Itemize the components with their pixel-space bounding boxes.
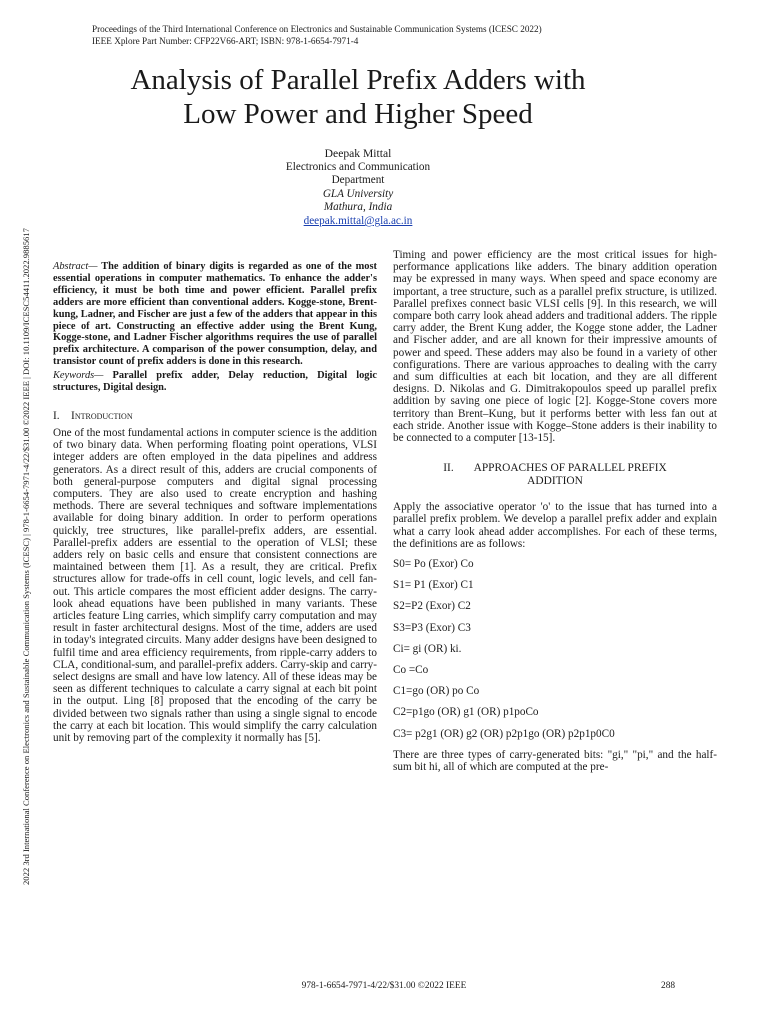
abstract-lead: Abstract— <box>53 261 98 272</box>
equation: Co =Co <box>393 664 429 676</box>
title-line-2: Low Power and Higher Speed <box>183 98 533 130</box>
intro-continued-body: Timing and power efficiency are the most critical issues for high-performance applications like adders. The binary addition operation may be expressed in many ways. When speed and space economy are important, a tree structure, such as a parallel prefix structure, is utilized. Parallel prefixes connect basic VLSI cells [9]. In this research, we will compare both carry look ahead adders and traditional adders. The ripple carry adder, the Brent Kung adder, the Kogge stone adder, the Ladner and Fischer adder, and are all known for their impressive amounts of power and speed. These adders may also be found in a variety of other configurations. There are various approaches to dealing with the carry and sum difficulties at each bit location, and they are all different designs. D. Nikolas and G. Dimitrakopoulos speed up parallel prefix addition by saving one piece of logic [2]. Kogge-Stone covers more territory than Brent–Kung, but it performs better with less fan out at each stride. Another issue with Kogge–Stone adders is their inability to be connected to a computer [13-15]. <box>393 249 717 445</box>
equation: Ci= gi (OR) ki. <box>393 642 462 655</box>
section-1-number: I. <box>53 409 60 422</box>
conference-header <box>92 23 712 47</box>
page-number: 288 <box>661 981 676 991</box>
title-line-1: Analysis of Parallel Prefix Adders with <box>130 64 586 96</box>
equations <box>393 558 717 740</box>
equation: S2=P2 (Exor) C2 <box>393 600 471 613</box>
section-1-title: Introduction <box>71 409 133 422</box>
header-line-2: IEEE Xplore Part Number: CFP22V66-ART; ISBN: 978-1-6654-7971-4 <box>92 36 359 46</box>
author-location: Mathura, India <box>323 201 393 214</box>
section-2-title-line-1: APPROACHES OF PARALLEL PREFIX <box>473 462 667 475</box>
section-1-heading <box>53 410 377 423</box>
keywords <box>53 370 377 394</box>
equation: S3=P3 (Exor) C3 <box>393 621 471 634</box>
equation: S1= P1 (Exor) C1 <box>393 579 474 592</box>
side-doi-note: 2022 3rd International Conference on Electronics and Sustainable Communication Systems (ICESC) | 978-1-6654-7971-4/22/$31.00 ©2022 IEEE | DOI: 10.1109/ICESC54411.2022.9885617 <box>21 228 31 885</box>
author-email-link[interactable]: deepak.mittal@gla.ac.in <box>303 214 413 227</box>
author-dept-line-2: Department <box>331 174 385 187</box>
author-block <box>258 147 458 229</box>
section-2-title-line-2: ADDITION <box>527 475 583 488</box>
equation: C1=go (OR) po Co <box>393 685 480 698</box>
paper-title <box>60 63 656 131</box>
section-2-continuation: There are three types of carry-generated bits: "gi," "pi," and the half-sum bit hi, all of which are computed at the pre- <box>393 748 717 773</box>
keywords-text: Parallel prefix adder, Delay reduction, Digital logic structures, Digital design. <box>53 370 377 394</box>
left-column <box>53 261 377 744</box>
equation: C3= p2g1 (OR) g2 (OR) p2p1go (OR) p2p1p0C0 <box>393 727 615 740</box>
section-2-number: II. <box>443 462 454 475</box>
author-dept-line-1: Electronics and Communication <box>285 160 431 173</box>
footer-copyright: 978-1-6654-7971-4/22/$31.00 ©2022 IEEE <box>301 981 467 991</box>
author-name: Deepak Mittal <box>324 147 392 160</box>
equation: S0= Po (Exor) Co <box>393 558 474 571</box>
author-university: GLA University <box>322 187 394 200</box>
right-column <box>393 249 717 773</box>
keywords-lead: Keywords— <box>53 370 104 382</box>
abstract-text: The addition of binary digits is regarded as one of the most essential operations in computer mathematics. To enhance the adder's efficiency, it must be both time and power efficient. Parallel prefix adders are more efficient than conventional adders. Kogge-stone, Brent-kung, Ladner, and Fischer are just a few of the adders that appear in this piece of art. Constructing an effective adder using the Brent Kung, Kogge-stone, and Ladner Fischer algorithms requires the use of parallel prefix architecture. A comparison of the power consumption, delay, and transistor count of prefix adders is done in this research. <box>53 261 377 368</box>
header-line-1: Proceedings of the Third International Conference on Electronics and Sustainable Communication Systems (ICESC 2022) <box>92 24 542 34</box>
equation: C2=p1go (OR) g1 (OR) p1poCo <box>393 706 539 719</box>
section-1-body: One of the most fundamental actions in computer science is the addition of two binary data. When performing floating point operations, VLSI integer adders are often employed in the data pipelines and address generators. As a direct result of this, adders are crucial components of both general-purpose computers and digital signal processing computers. They are also used to create encryption and hashing methods. There are several techniques and software implementations available for doing binary addition. In order to perform operations quickly, tree structures, like parallel-prefix adders, are essential. Parallel-prefix adders are essential to the operation of VLSI; these adders rely on basic cells and ensure that consistent connections are maintained between them [1]. As a result, they are critical. Prefix structures allow for trade-offs in cell count, logic levels, and cell fan-out. This article compares the most efficient adder designs. The carry-look ahead equations have been published in many variants. These articles feature Ling carries, which simplify carry computation and may result in faster architectural designs. Most of the time, adders are used in today's integrated circuits. Many adder designs have been designed to fulfil time and area efficiency requirements, from ripple-carry adders to CLA, conditional-sum, and parallel-prefix adders. Carry-skip and carry-select designs are small and have low latency. All of these ideas may be seen as different techniques to calculate a carry signal at each bit point in the output. Ling [8] proposed that the encoding of the carry be divided between two signals rather than using a single signal to encode the carry at each bit location. This would simplify the carry calculation unit by removing part of the complexity it normally has [5]. <box>53 426 377 745</box>
section-2-heading <box>393 462 717 488</box>
section-2-intro: Apply the associative operator 'o' to the issue that has turned into a parallel prefix problem. We develop a parallel prefix adder and explain what a carry look ahead adder accomplishes. For each of these terms, the definitions are as follows: <box>393 501 717 550</box>
abstract <box>53 261 377 368</box>
